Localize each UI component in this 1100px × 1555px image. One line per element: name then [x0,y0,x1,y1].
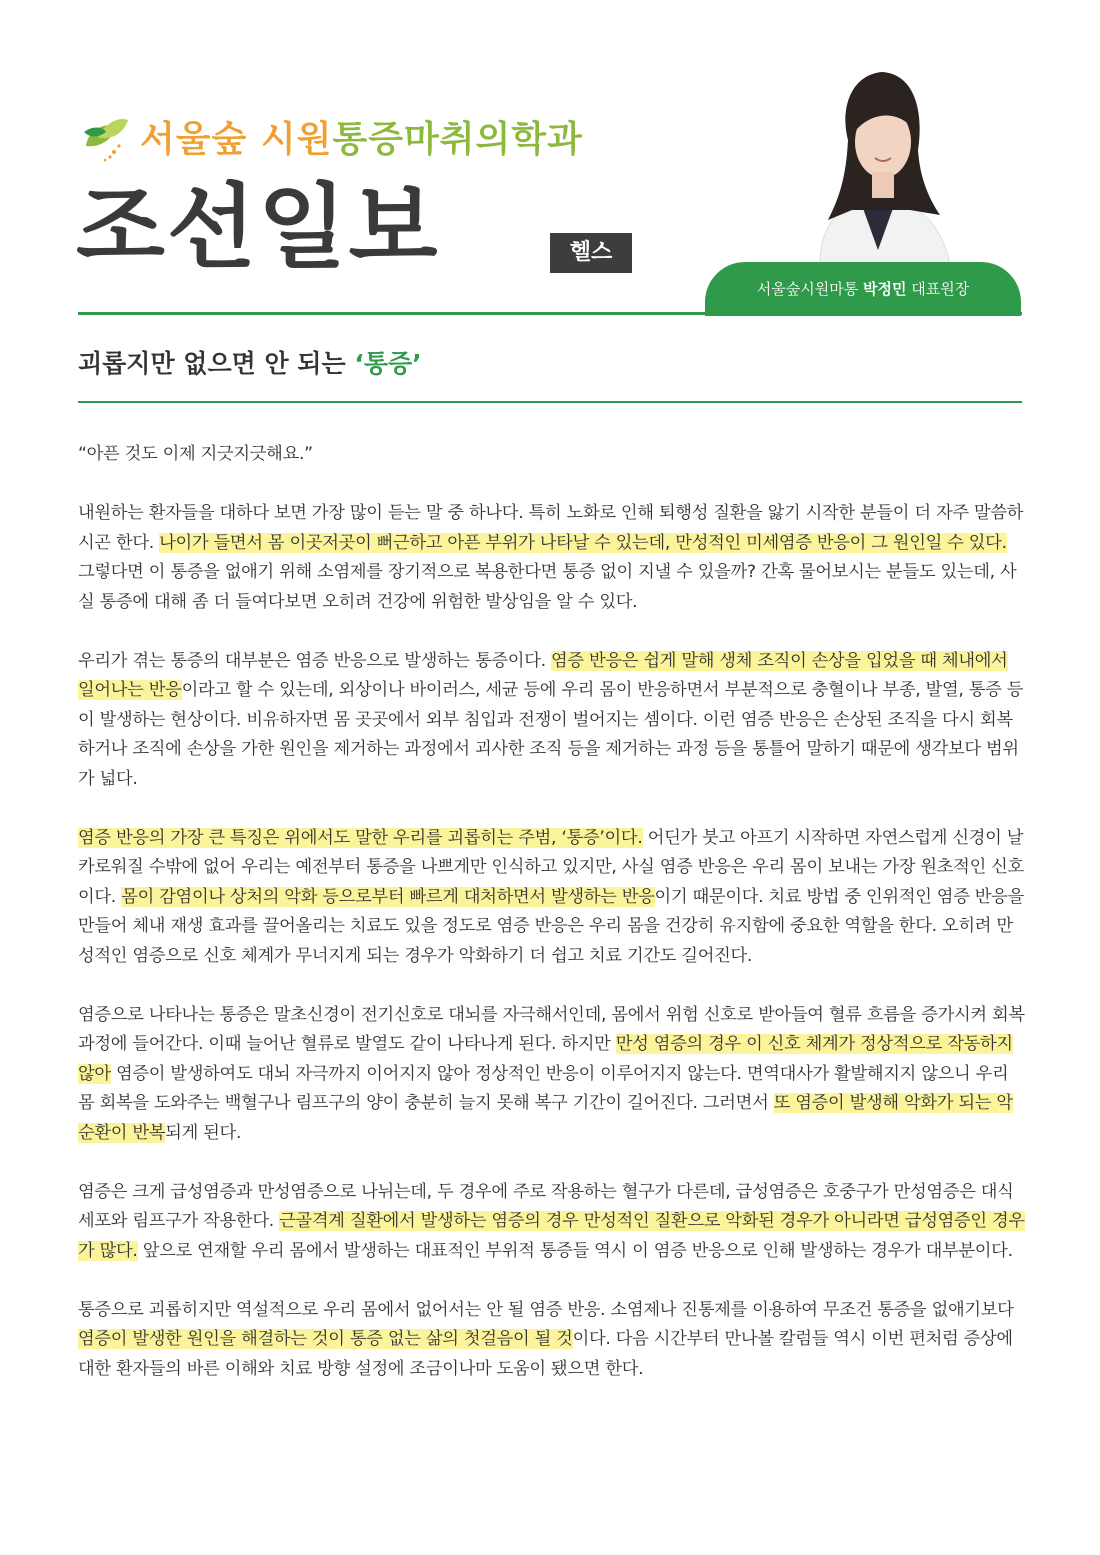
highlight-text: 나이가 들면서 몸 이곳저곳이 뻐근하고 아픈 부위가 나타날 수 있는데, 만성적인 미세염증 반응이 그 원인일 수 있다. [159,532,1007,553]
author-tab [705,262,1021,316]
author-name: 박정민 [862,280,907,298]
logo-name-part1: 서울숲 시원 [140,118,333,160]
article-headline [78,344,422,380]
author-title: 대표원장 [906,280,970,298]
author-affiliation: 서울숲시원마통 [756,280,863,298]
headline-emphasis: ‘통증’ [354,349,422,378]
doctor-portrait [790,50,965,265]
section-badge: 헬스 [550,233,632,273]
leaf-logo-icon [78,108,134,164]
newspaper-name: 조선일보 [76,174,440,281]
paragraph-1: 내원하는 환자들을 대하다 보면 가장 많이 듣는 말 중 하나다. 특히 노화로 인해 퇴행성 질환을 앓기 시작한 분들이 더 자주 말씀하시곤 한다. 나이가 들면서 몸 이곳저곳이 뻐근하고 아픈 부위가 나타날 수 있는데, 만성적인 미세염증 반응이 그 원인일 수 있다. 그렇다면 이 통증을 없애기 위해 소염제를 장기적으로 복용한다면 통증 없이 지낼 수 있을까? 간혹 물어보시는 분들도 있는데, 사실 통증에 대해 좀 더 들여다보면 오히려 건강에 위험한 발상임을 알 수 있다. [78,503,1024,612]
paragraph-5: 염증은 크게 급성염증과 만성염증으로 나뉘는데, 두 경우에 주로 작용하는 혈구가 다른데, 급성염증은 호중구가 만성염증은 대식세포와 림프구가 작용한다. 근골격계 질환에서 발생하는 염증의 경우 만성적인 질환으로 악화된 경우가 아니라면 급성염증인 경우가 많다. 앞으로 연재할 우리 몸에서 발생하는 대표적인 부위적 통증들 역시 이 염증 반응으로 인해 발생하는 경우가 대부분이다. [78,1181,1025,1261]
highlight-text: 또 염증이 발생해 악화가 되는 악순환이 반복 [78,1093,1013,1143]
paragraph-3: 염증 반응의 가장 큰 특징은 위에서도 말한 우리를 괴롭히는 주범, ‘통증’이다. 어딘가 붓고 아프기 시작하면 자연스럽게 신경이 날카로워질 수밖에 없어 우리는 예전부터 통증을 나쁘게만 인식하고 있지만, 사실 염증 반응은 우리 몸이 보내는 가장 원초적인 신호이다. 몸이 감염이나 상처의 악화 등으로부터 빠르게 대처하면서 발생하는 반응이기 때문이다. 치료 방법 중 인위적인 염증 반응을 만들어 체내 재생 효과를 끌어올리는 치료도 있을 정도로 염증 반응은 우리 몸을 건강히 유지함에 중요한 역할을 한다. 오히려 만성적인 염증으로 신호 체계가 무너지게 되는 경우가 악화하기 더 쉽고 치료 기간도 길어진다. [78,827,1024,966]
highlight-text: 만성 염증의 경우 이 신호 체계가 정상적으로 작동하지 않아 [78,1034,1013,1084]
highlight-text: 근골격계 질환에서 발생하는 염증의 경우 만성적인 질환으로 악화된 경우가 아니라면 급성염증인 경우가 많다. [78,1211,1025,1261]
highlight-text: 염증이 발생한 원인을 해결하는 것이 통증 없는 삶의 첫걸음이 될 것 [78,1329,573,1349]
highlight-text: 염증 반응의 가장 큰 특징은 위에서도 말한 우리를 괴롭히는 주범, ‘통증’이다. [78,827,643,848]
header-divider [78,312,1022,315]
logo-name-part2: 통증마취의학과 [332,118,583,160]
article-body [78,440,1028,1384]
highlight-text: 염증 반응은 쉽게 말해 생체 조직이 손상을 입었을 때 체내에서 일어나는 반응 [78,650,1008,700]
paragraph-4: 염증으로 나타나는 통증은 말초신경이 전기신호로 대뇌를 자극해서인데, 몸에서 위험 신호로 받아들여 혈류 흐름을 증가시켜 회복 과정에 들어간다. 이때 늘어난 혈류로 발열도 같이 나타나게 된다. 하지만 만성 염증의 경우 이 신호 체계가 정상적으로 작동하지 않아 염증이 발생하여도 대뇌 자극까지 이어지지 않아 정상적인 반응이 이루어지지 않는다. 면역대사가 활발해지지 않으니 우리 몸 회복을 도와주는 백혈구나 림프구의 양이 충분히 늘지 못해 복구 기간이 길어진다. 그러면서 또 염증이 발생해 악화가 되는 악순환이 반복되게 된다. [78,1004,1025,1143]
paragraph-6: 통증으로 괴롭히지만 역설적으로 우리 몸에서 없어서는 안 될 염증 반응. 소염제나 진통제를 이용하여 무조건 통증을 없애기보다 염증이 발생한 원인을 해결하는 것이 통증 없는 삶의 첫걸음이 될 것이다. 다음 시간부터 만나볼 칼럼들 역시 이번 편처럼 증상에 대한 환자들의 바른 이해와 치료 방향 설정에 조금이나마 도움이 됐으면 한다. [78,1299,1014,1379]
highlight-text: 몸이 감염이나 상처의 악화 등으로부터 빠르게 대처하면서 발생하는 반응 [121,886,655,907]
opening-quote: “아픈 것도 이제 지긋지긋해요.” [78,444,313,464]
headline-text: 괴롭지만 없으면 안 되는 [78,349,355,378]
clinic-logo [78,108,583,164]
headline-divider [78,401,1022,403]
paragraph-2: 우리가 겪는 통증의 대부분은 염증 반응으로 발생하는 통증이다. 염증 반응은 쉽게 말해 생체 조직이 손상을 입었을 때 체내에서 일어나는 반응이라고 할 수 있는데, 외상이나 바이러스, 세균 등에 우리 몸이 반응하면서 부분적으로 충혈이나 부종, 발열, 통증 등이 발생하는 현상이다. 비유하자면 몸 곳곳에서 외부 침입과 전쟁이 벌어지는 셈이다. 이런 염증 반응은 손상된 조직을 다시 회복하거나 조직에 손상을 가한 원인을 제거하는 과정에서 괴사한 조직 등을 제거하는 과정 등을 통틀어 말하기 때문에 생각보다 범위가 넓다. [78,650,1024,789]
